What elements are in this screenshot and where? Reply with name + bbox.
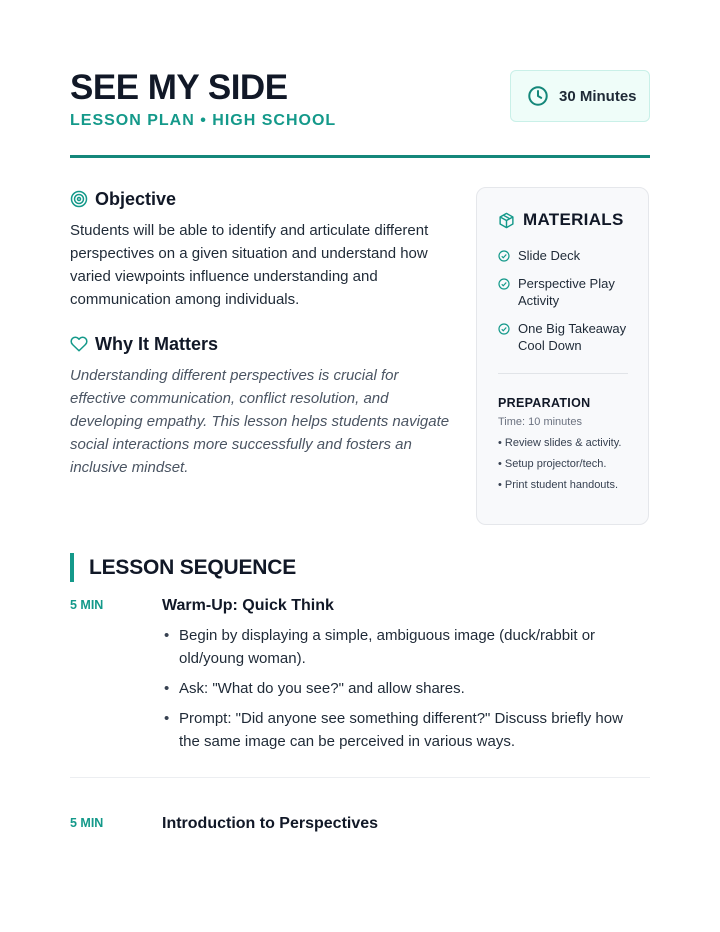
materials-heading — [498, 210, 628, 230]
sequence-title: LESSON SEQUENCE — [89, 555, 297, 579]
preparation-time: Time: 10 minutes — [498, 416, 582, 428]
duration-badge — [510, 70, 650, 122]
step-bullets — [162, 624, 632, 760]
list-item: • Prompt: "Did anyone see something different?" Discuss briefly how the same image can be perceived in various ways. — [162, 707, 632, 753]
step-time: 5 MIN — [70, 598, 104, 612]
material-label: Perspective Play Activity — [518, 276, 615, 308]
materials-list — [498, 247, 628, 354]
objective-text: Students will be able to identify and articulate different perspectives on a given situation and understand how varied viewpoints influence understanding and communication among individuals. — [70, 222, 429, 308]
overview-column — [70, 186, 450, 479]
step-title: Introduction to Perspectives — [162, 815, 379, 832]
clock-icon — [527, 85, 549, 107]
list-item — [498, 320, 628, 354]
preparation-list — [498, 433, 628, 496]
list-item: • Setup projector/tech. — [498, 458, 607, 470]
list-item: • Begin by displaying a simple, ambiguous image (duck/rabbit or old/young woman). — [162, 624, 632, 670]
why-title: Why It Matters — [95, 333, 219, 354]
materials-card — [476, 187, 649, 525]
materials-divider — [498, 373, 628, 374]
page-title: SEE MY SIDE — [70, 68, 288, 107]
sequence-heading — [70, 553, 296, 582]
step-time: 5 MIN — [70, 816, 104, 830]
why-heading — [70, 331, 450, 357]
lesson-header — [70, 68, 650, 158]
objective-title: Objective — [95, 188, 177, 209]
list-item: • Ask: "What do you see?" and allow shares. — [162, 677, 632, 700]
list-item — [498, 247, 628, 264]
duration-label: 30 Minutes — [559, 87, 637, 105]
check-circle-icon — [498, 323, 510, 335]
why-text: Understanding different perspectives is crucial for effective communication, conflict resolution, and developing empathy. This lesson helps students navigate social interactions more successfully and fosters an inclusive mindset. — [70, 367, 450, 476]
objective-heading — [70, 186, 450, 212]
list-item — [498, 275, 628, 309]
check-circle-icon — [498, 250, 510, 262]
step-title: Warm-Up: Quick Think — [162, 597, 334, 614]
step-divider — [70, 777, 650, 778]
page-subtitle: LESSON PLAN • HIGH SCHOOL — [70, 112, 337, 129]
list-item: • Review slides & activity. — [498, 437, 622, 449]
preparation-title: PREPARATION — [498, 396, 591, 410]
list-item: • Print student handouts. — [498, 479, 619, 491]
material-label: Slide Deck — [518, 248, 581, 263]
materials-title: MATERIALS — [523, 210, 624, 229]
target-icon — [70, 190, 88, 208]
material-label: One Big Takeaway Cool Down — [518, 321, 627, 353]
box-icon — [498, 212, 515, 229]
check-circle-icon — [498, 278, 510, 290]
header-divider — [70, 155, 650, 158]
heart-icon — [70, 335, 88, 353]
